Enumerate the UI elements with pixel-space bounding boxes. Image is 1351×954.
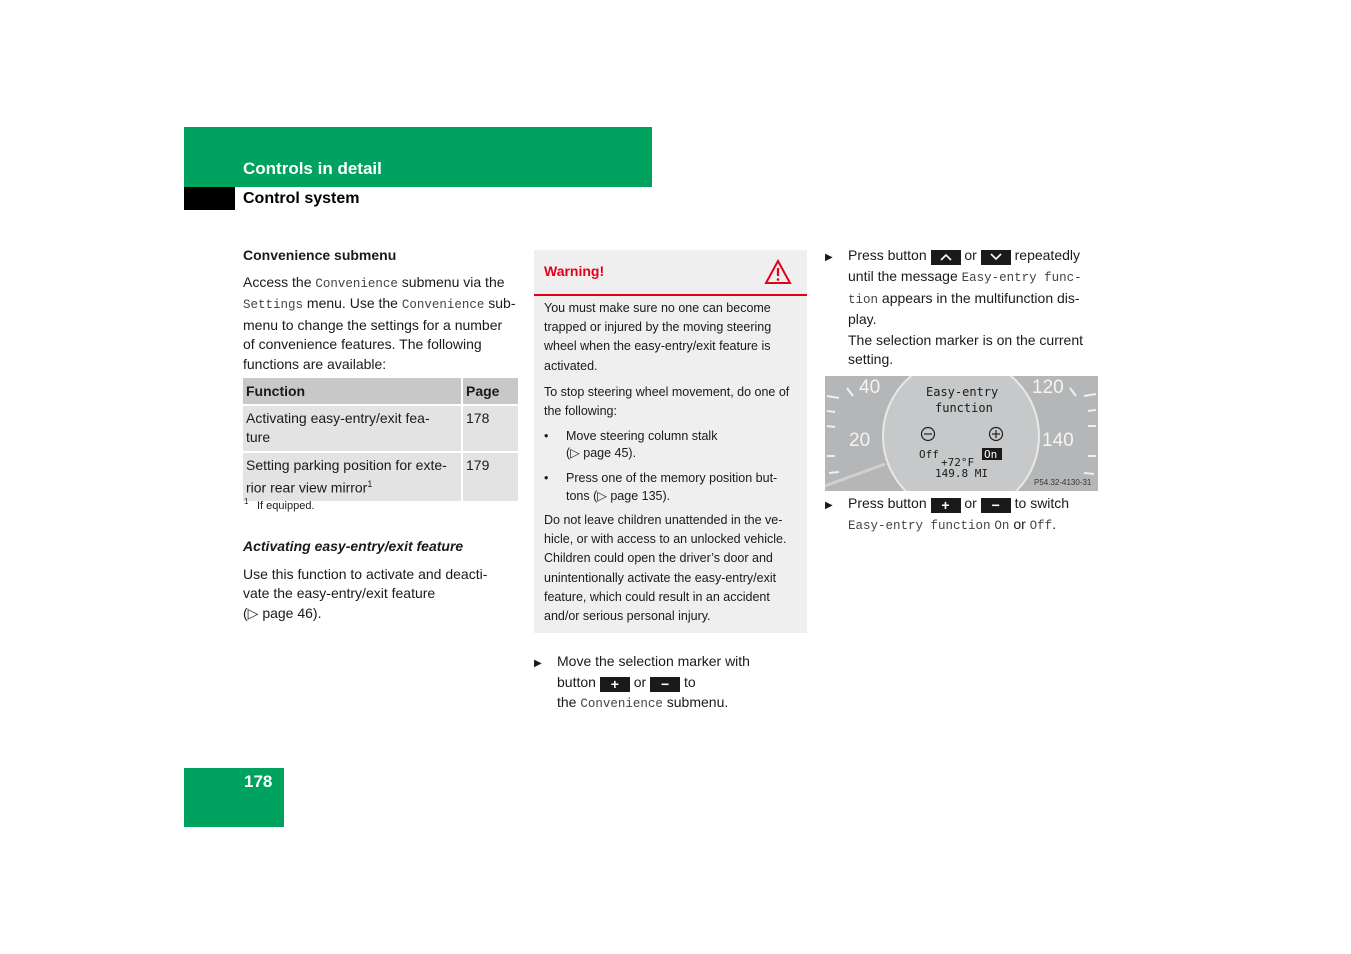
subsection-marker [184, 187, 235, 210]
multifunction-display-image [825, 376, 1098, 491]
image-code: P54.32-4130-31 [1034, 478, 1092, 487]
gauge-label-120: 120 [1032, 377, 1064, 398]
table-header-row [243, 378, 518, 404]
warning-divider [534, 294, 807, 296]
column-header-page: Page [463, 378, 518, 404]
section-title: Controls in detail [243, 159, 382, 178]
step-arrow-icon: ▶ [825, 252, 833, 263]
warning-paragraph-3: Do not leave children unattended in the ve- hicle, or with access to an unlocked vehicle. Children could open the driver’s door and unintentionally activate the easy-entry/exit feature, which could result in an accident and/or serious personal injury. [544, 513, 787, 624]
warning-bullet-1: • Move steering column stalk (▷ page 45). [544, 429, 718, 460]
step-arrow-icon: ▶ [825, 500, 833, 511]
footnote-mark: 1 [244, 497, 249, 506]
column-header-function: Function [243, 378, 463, 404]
move-marker-step: ▶ Move the selection marker with button + or − to the Convenience submenu. [534, 653, 750, 711]
display-line-1: Easy-entry [926, 385, 999, 399]
selection-note: The selection marker is on the current setting. [848, 332, 1083, 368]
switch-step: ▶ Press button + or − to switch Easy-entry function On or Off. [825, 495, 1070, 534]
minus-button-icon: − [650, 677, 680, 692]
display-off-option: Off [919, 448, 939, 461]
warning-triangle-icon [764, 259, 792, 290]
down-button-icon [981, 250, 1011, 265]
use-paragraph: Use this function to activate and deacti- vate the easy-entry/exit feature (▷ page 46). [243, 566, 488, 621]
display-odometer: 149.8 MI [935, 467, 988, 480]
minus-button-icon: − [981, 498, 1011, 513]
function-table [243, 376, 518, 503]
table-row: Setting parking position for exte- rior rear view mirror$^1$ 179 [243, 453, 518, 501]
display-line-2: function [935, 401, 993, 415]
plus-button-icon: + [931, 498, 961, 513]
page-number: 178 [244, 772, 273, 791]
gauge-label-40: 40 [859, 377, 881, 398]
up-button-icon [931, 250, 961, 265]
intro-paragraph: Access the Convenience submenu via the Settings menu. Use the Convenience sub- menu to change the settings for a number of convenience features. The following functions are available: [243, 274, 516, 372]
subsection-title: Control system [243, 190, 360, 207]
display-temperature: +72°F [941, 456, 975, 469]
warning-paragraph-1: You must make sure no one can become trapped or injured by the moving steering wheel when the easy-entry/exit feature is activated. [544, 301, 772, 373]
table-row: Activating easy-entry/exit fea- ture 178 [243, 406, 518, 451]
display-on-option: On [984, 448, 998, 461]
gauge-label-20: 20 [849, 430, 871, 451]
warning-paragraph-2: To stop steering wheel movement, do one of the following: [544, 385, 790, 419]
gauge-label-140: 140 [1042, 430, 1074, 451]
warning-title: Warning! [544, 263, 605, 279]
convenience-heading: Convenience submenu [243, 247, 397, 263]
plus-button-icon: + [600, 677, 630, 692]
warning-bullet-2: • Press one of the memory position but- tons (▷ page 135). [544, 471, 778, 503]
footnote: If equipped. [257, 500, 315, 512]
activating-subheading: Activating easy-entry/exit feature [243, 538, 464, 554]
step-arrow-icon: ▶ [534, 658, 542, 669]
press-button-step: ▶ Press button or repeatedly until the message Easy-entry func- tion appears in the multifunction dis- play. [825, 247, 1082, 328]
